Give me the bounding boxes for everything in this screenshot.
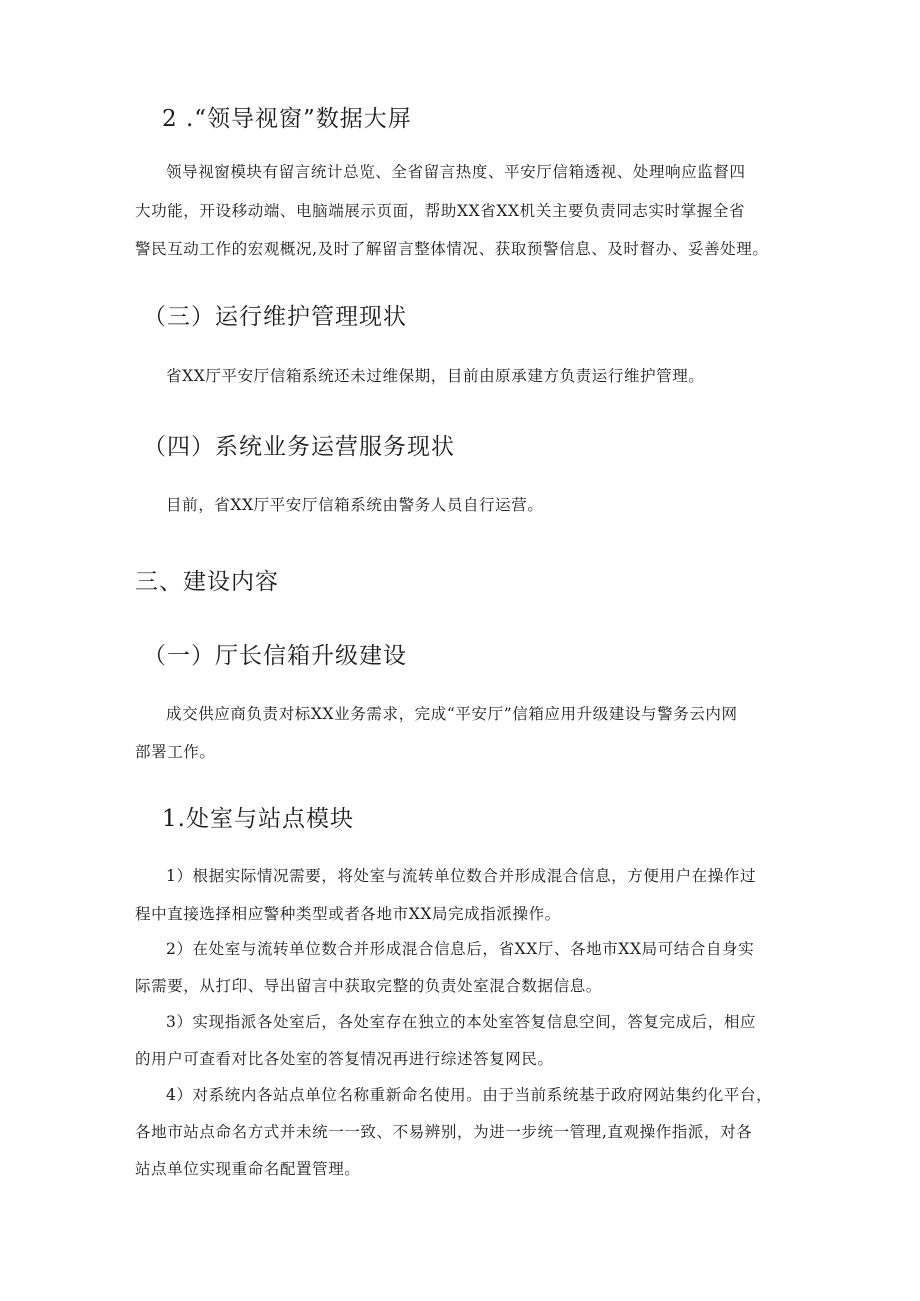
list-item-line: 2）在处室与流转单位数合并形成混合信息后，省XX厅、各地市XX局可结合自身实 xyxy=(166,940,755,958)
list-item-line: 的用户可查看对比各处室的答复情况再进行综述答复网民。 xyxy=(135,1050,554,1068)
list-item-line: 1）根据实际情况需要，将处室与流转单位数合并形成混合信息，方便用户在操作过 xyxy=(166,867,757,885)
list-item-line: 际需要，从打印、导出留言中获取完整的负责处室混合数据信息。 xyxy=(135,977,602,995)
paragraph-line: 部署工作。 xyxy=(135,743,216,761)
section-heading-leader-window: 2 .“领导视窗”数据大屏 xyxy=(162,106,412,132)
list-item-line: 各地市站点命名方式并未统一一致、不易辨别，为进一步统一管理,直观操作指派，对各 xyxy=(135,1123,753,1141)
paragraph-line: 警民互动工作的宏观概况,及时了解留言整体情况、获取预警信息、及时督办、妥善处理。 xyxy=(135,240,769,258)
list-item-line: 3）实现指派各处室后，各处室存在独立的本处室答复信息空间，答复完成后，相应 xyxy=(166,1013,757,1031)
paragraph-line: 省XX厅平安厅信箱系统还未过维保期，目前由原承建方负责运行维护管理。 xyxy=(166,367,705,385)
subsection-heading-module: 1.处室与站点模块 xyxy=(162,806,354,832)
paragraph-line: 大功能，开设移动端、电脑端展示页面，帮助XX省XX机关主要负责同志实时掌握全省 xyxy=(135,202,746,220)
section-heading-maintenance: （三）运行维护管理现状 xyxy=(143,304,407,330)
section-heading-operations: （四）系统业务运营服务现状 xyxy=(143,434,455,460)
list-item-line: 程中直接选择相应警种类型或者各地市XX局完成指派操作。 xyxy=(135,905,561,923)
paragraph-line: 领导视窗模块有留言统计总览、全省留言热度、平安厅信箱透视、处理响应监督四 xyxy=(166,163,746,181)
paragraph-line: 成交供应商负责对标XX业务需求，完成“平安厅”信箱应用升级建设与警务云内网 xyxy=(166,705,738,723)
section-heading-mailbox-upgrade: （一）厅长信箱升级建设 xyxy=(143,643,407,669)
chapter-heading-construction: 三、建设内容 xyxy=(135,569,279,595)
list-item-line: 4）对系统内各站点单位名称重新命名使用。由于当前系统基于政府网站集约化平台， xyxy=(166,1086,773,1104)
list-item-line: 站点单位实现重命名配置管理。 xyxy=(135,1160,361,1178)
paragraph-line: 目前，省XX厅平安厅信箱系统由警务人员自行运营。 xyxy=(166,496,544,514)
